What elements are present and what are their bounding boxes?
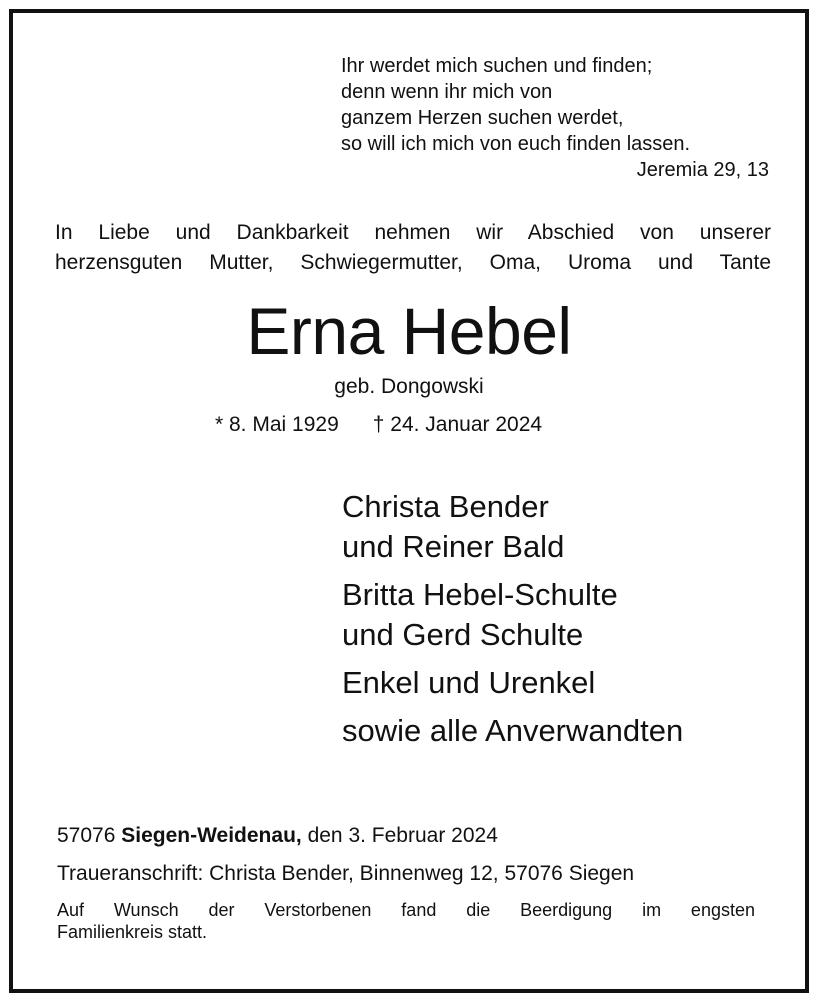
life-dates [215,411,635,439]
death-date: † 24. Januar 2024 [372,413,543,436]
obituary-notice [9,9,809,993]
mourner-group [342,711,782,751]
funeral-note [57,899,755,943]
mourner-line: Britta Hebel-Schulte [342,577,618,612]
verse-line: so will ich mich von euch finden lassen. [341,133,691,155]
verse-line: Ihr werdet mich suchen und finden; [341,55,653,77]
mourner-line: Christa Bender [342,489,549,524]
notice-date: den 3. Februar 2024 [307,824,498,847]
verse-line: ganzem Herzen suchen werdet, [341,107,624,129]
place-and-date [57,821,773,851]
farewell-intro [55,218,771,278]
mourner-group [342,575,782,655]
intro-line: In Liebe und Dankbarkeit nehmen wir Abschied von unserer [55,221,771,244]
mourner-line: Enkel und Urenkel [342,665,596,700]
mourner-group [342,487,782,567]
note-line: Auf Wunsch der Verstorbenen fand die Beerdigung im engsten [57,900,755,920]
birth-name: geb. Dongowski [334,375,484,398]
postcode: 57076 [57,824,116,847]
mourner-group [342,663,782,703]
intro-line: herzensguten Mutter, Schwiegermutter, Oma, Uroma und Tante [55,251,771,274]
mourner-line: sowie alle Anverwandten [342,713,684,748]
verse-line: denn wenn ihr mich von [341,81,553,103]
verse-reference: Jeremia 29, 13 [636,159,769,181]
mourning-address: Traueranschrift: Christa Bender, Binnenweg 12, 57076 Siegen [57,862,635,885]
bible-verse [341,53,769,183]
mourner-line: und Gerd Schulte [342,617,584,652]
deceased-name: Erna Hebel [246,294,572,368]
mourners-list [342,487,782,759]
city: Siegen-Weidenau, [121,824,302,847]
mourner-line: und Reiner Bald [342,529,565,564]
note-line: Familienkreis statt. [57,922,208,942]
birth-date: * 8. Mai 1929 [215,413,339,436]
